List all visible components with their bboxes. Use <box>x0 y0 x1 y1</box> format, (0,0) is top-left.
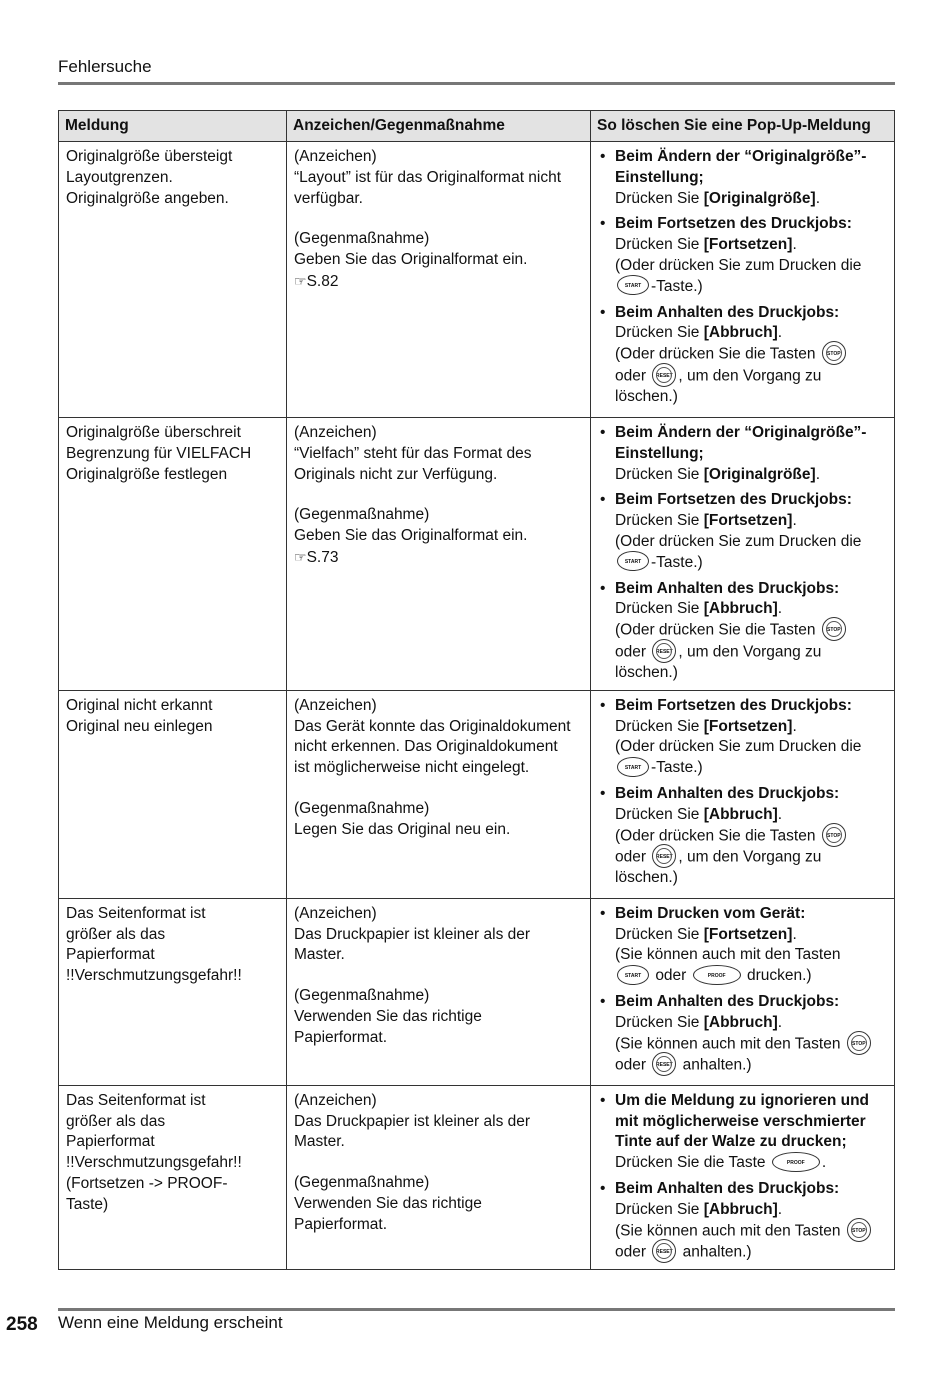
table-row <box>59 142 895 418</box>
symptom-cell <box>287 898 591 1085</box>
table-row <box>59 898 895 1085</box>
message-line: Papierformat <box>66 946 155 964</box>
symptom-line: (Anzeichen) <box>294 696 377 714</box>
proof-key-icon: PROOF <box>693 965 741 985</box>
error-message-table <box>58 110 895 1270</box>
list-item: • Beim Fortsetzen des Druckjobs: Drücken Sie [Fortsetzen]. (Oder drücken Sie zum Drucken die START -Taste.) <box>598 490 888 573</box>
bullet-title: • Um die Meldung zu ignorieren und <box>615 1091 870 1109</box>
message-line: !!Verschmutzungsgefahr!! <box>66 967 242 985</box>
instruction-text: Drücken Sie <box>615 189 704 207</box>
symptom-line: (Gegenmaßnahme) <box>294 987 430 1005</box>
symptom-line: (Anzeichen) <box>294 148 377 165</box>
symptom-line: Legen Sie das Original neu ein. <box>294 820 511 838</box>
screen-key-label: [Abbruch] <box>703 600 778 618</box>
bullet-title: Einstellung; <box>615 168 704 186</box>
list-item: • Beim Anhalten des Druckjobs: Drücken Sie [Abbruch]. (Oder drücken Sie die Tasten STOP oder RESET , um den Vorgang zu löschen.) <box>598 303 888 408</box>
bullet-title: • Beim Anhalten des Druckjobs: <box>615 1179 840 1197</box>
message-cell <box>59 142 287 418</box>
symptom-line: (Anzeichen) <box>294 1091 377 1109</box>
page-reference[interactable]: ☞S.73 <box>294 548 339 566</box>
bullet-title: • Beim Anhalten des Druckjobs: <box>615 992 840 1010</box>
message-line: Original neu einlegen <box>66 717 213 735</box>
message-line: Original nicht erkannt <box>66 696 213 714</box>
start-key-icon: START <box>617 275 649 295</box>
list-item: • Beim Anhalten des Druckjobs: Drücken Sie [Abbruch]. (Oder drücken Sie die Tasten STOP oder RESET , um den Vorgang zu löschen.) <box>598 784 888 889</box>
symptom-line: Master. <box>294 1133 345 1151</box>
message-line: größer als das <box>66 1112 166 1130</box>
message-line: Das Seitenformat ist <box>66 904 206 922</box>
symptom-line: (Gegenmaßnahme) <box>294 506 430 524</box>
symptom-line: Geben Sie das Originalformat ein. <box>294 251 528 269</box>
symptom-line: ist möglicherweise nicht eingelegt. <box>294 759 530 777</box>
reset-key-icon: RESET <box>652 1239 676 1263</box>
screen-key-label: [Fortsetzen] <box>703 236 793 254</box>
clear-cell <box>591 1085 895 1270</box>
reference-pointer-icon: ☞ <box>294 548 307 565</box>
screen-key-label: [Abbruch] <box>703 805 778 823</box>
symptom-line: (Gegenmaßnahme) <box>294 1174 430 1192</box>
list-item: • Beim Drucken vom Gerät: Drücken Sie [Fortsetzen]. (Sie können auch mit den Tasten START oder PROOF drucken.) <box>598 904 888 987</box>
screen-key-label: [Abbruch] <box>703 324 778 342</box>
stop-key-icon: STOP <box>822 823 846 847</box>
column-header-message: Meldung <box>59 111 287 142</box>
table-row <box>59 418 895 691</box>
footer-section-title: Wenn eine Meldung erscheint <box>58 1313 283 1332</box>
screen-key-label: [Fortsetzen] <box>703 925 793 943</box>
list-item: • Beim Anhalten des Druckjobs: Drücken Sie [Abbruch]. (Sie können auch mit den Tasten STOP oder RESET anhalten.) <box>598 1179 888 1263</box>
spacer <box>294 209 584 229</box>
clear-cell <box>591 690 895 898</box>
symptom-cell <box>287 690 591 898</box>
bullet-title: • Beim Drucken vom Gerät: <box>615 904 806 922</box>
stop-key-icon: STOP <box>822 341 846 365</box>
message-cell <box>59 418 287 691</box>
symptom-line: “Layout” ist für das Originalformat nicht <box>294 168 562 186</box>
table-header-row <box>59 111 895 142</box>
message-line: Layoutgrenzen. <box>66 168 173 186</box>
stop-key-icon: STOP <box>847 1218 871 1242</box>
clear-cell <box>591 142 895 418</box>
list-item: • Beim Ändern der “Originalgröße”- Einstellung; Drücken Sie [Originalgröße]. <box>598 147 888 209</box>
screen-key-label: [Originalgröße] <box>703 189 816 207</box>
message-line: Originalgröße festlegen <box>66 465 228 483</box>
message-line: Das Seitenformat ist <box>66 1091 206 1109</box>
page-header-title: Fehlersuche <box>58 57 152 76</box>
reset-key-icon: RESET <box>652 844 676 868</box>
header-divider <box>58 82 895 85</box>
bullet-title: Einstellung; <box>615 444 704 462</box>
bullet-title: mit möglicherweise verschmierter <box>615 1112 866 1130</box>
symptom-line: Das Druckpapier ist kleiner als der <box>294 1112 531 1130</box>
symptom-cell <box>287 418 591 691</box>
list-item: • Beim Fortsetzen des Druckjobs: Drücken Sie [Fortsetzen]. (Oder drücken Sie zum Drucken die START -Taste.) <box>598 214 888 297</box>
stop-key-icon: STOP <box>847 1031 871 1055</box>
reset-key-icon: RESET <box>652 639 676 663</box>
list-item: • Beim Anhalten des Druckjobs: Drücken Sie [Abbruch]. (Sie können auch mit den Tasten STOP oder RESET anhalten.) <box>598 992 888 1076</box>
symptom-line: Verwenden Sie das richtige <box>294 1007 482 1025</box>
screen-key-label: [Fortsetzen] <box>703 717 793 735</box>
symptom-line: Das Druckpapier ist kleiner als der <box>294 925 531 943</box>
bullet-title: • Beim Anhalten des Druckjobs: <box>615 303 840 321</box>
message-line: größer als das <box>66 925 166 943</box>
page-reference[interactable]: ☞S.82 <box>294 272 339 290</box>
bullet-title: • Beim Anhalten des Druckjobs: <box>615 784 840 802</box>
page-number: 258 <box>6 1314 38 1335</box>
bullet-title: • Beim Anhalten des Druckjobs: <box>615 579 840 597</box>
screen-key-label: [Fortsetzen] <box>703 512 793 530</box>
table-row <box>59 1085 895 1270</box>
message-line: Originalgröße angeben. <box>66 189 229 207</box>
message-line: Originalgröße überschreit <box>66 424 241 441</box>
spacer <box>294 779 584 799</box>
symptom-line: Originals nicht zur Verfügung. <box>294 465 498 483</box>
message-line: Begrenzung für VIELFACH <box>66 444 252 462</box>
symptom-line: (Anzeichen) <box>294 904 377 922</box>
table-row <box>59 690 895 898</box>
screen-key-label: [Originalgröße] <box>703 465 816 483</box>
bullet-title: Tinte auf der Walze zu drucken; <box>615 1133 847 1151</box>
reset-key-icon: RESET <box>652 1052 676 1076</box>
symptom-line: nicht erkennen. Das Originaldokument <box>294 738 558 756</box>
clear-cell <box>591 898 895 1085</box>
symptom-line: (Anzeichen) <box>294 424 377 441</box>
symptom-line: Das Gerät konnte das Originaldokument <box>294 717 571 735</box>
list-item: • Um die Meldung zu ignorieren und mit möglicherweise verschmierter Tinte auf der Walze zu drucken; Drücken Sie die Taste PROOF . <box>598 1091 888 1174</box>
symptom-line: Geben Sie das Originalformat ein. <box>294 527 528 545</box>
spacer <box>294 966 584 986</box>
symptom-line: “Vielfach” steht für das Format des <box>294 444 532 462</box>
column-header-clear: So löschen Sie eine Pop-Up-Meldung <box>591 111 895 142</box>
note-text: (Oder drücken Sie zum Drucken die <box>615 256 862 274</box>
symptom-cell <box>287 142 591 418</box>
message-cell <box>59 690 287 898</box>
footer-divider <box>58 1308 895 1311</box>
symptom-line: (Gegenmaßnahme) <box>294 230 430 248</box>
stop-key-icon: STOP <box>822 617 846 641</box>
bullet-title: • Beim Ändern der “Originalgröße”- <box>615 424 867 441</box>
symptom-line: Papierformat. <box>294 1215 388 1233</box>
list-item: • Beim Ändern der “Originalgröße”- Einstellung; Drücken Sie [Originalgröße]. <box>598 423 888 485</box>
message-line: Papierformat <box>66 1133 155 1151</box>
symptom-line: Master. <box>294 946 345 964</box>
spacer <box>294 485 584 505</box>
symptom-line: Verwenden Sie das richtige <box>294 1194 482 1212</box>
message-cell <box>59 1085 287 1270</box>
symptom-line: (Gegenmaßnahme) <box>294 799 430 817</box>
screen-key-label: [Abbruch] <box>703 1013 778 1031</box>
bullet-title: • Beim Ändern der “Originalgröße”- <box>615 148 867 165</box>
list-item: • Beim Anhalten des Druckjobs: Drücken Sie [Abbruch]. (Oder drücken Sie die Tasten STOP oder RESET , um den Vorgang zu löschen.) <box>598 579 888 684</box>
bullet-title: • Beim Fortsetzen des Druckjobs: <box>615 491 852 509</box>
start-key-icon: START <box>617 965 649 985</box>
column-header-symptom: Anzeichen/Gegenmaßnahme <box>287 111 591 142</box>
reference-pointer-icon: ☞ <box>294 272 307 289</box>
message-cell <box>59 898 287 1085</box>
message-line: !!Verschmutzungsgefahr!! <box>66 1154 242 1172</box>
start-key-icon: START <box>617 757 649 777</box>
message-line: Originalgröße übersteigt <box>66 148 233 165</box>
spacer <box>294 1153 584 1173</box>
bullet-title: • Beim Fortsetzen des Druckjobs: <box>615 696 852 714</box>
start-key-icon: START <box>617 551 649 571</box>
message-line: Taste) <box>66 1195 109 1213</box>
symptom-line: verfügbar. <box>294 189 363 207</box>
proof-key-icon: PROOF <box>772 1152 820 1172</box>
symptom-line: Papierformat. <box>294 1028 388 1046</box>
screen-key-label: [Abbruch] <box>703 1200 778 1218</box>
clear-cell <box>591 418 895 691</box>
list-item: • Beim Fortsetzen des Druckjobs: Drücken Sie [Fortsetzen]. (Oder drücken Sie zum Drucken die START -Taste.) <box>598 696 888 779</box>
bullet-title: • Beim Fortsetzen des Druckjobs: <box>615 215 852 233</box>
symptom-cell <box>287 1085 591 1270</box>
reset-key-icon: RESET <box>652 363 676 387</box>
message-line: (Fortsetzen -> PROOF- <box>66 1174 228 1192</box>
